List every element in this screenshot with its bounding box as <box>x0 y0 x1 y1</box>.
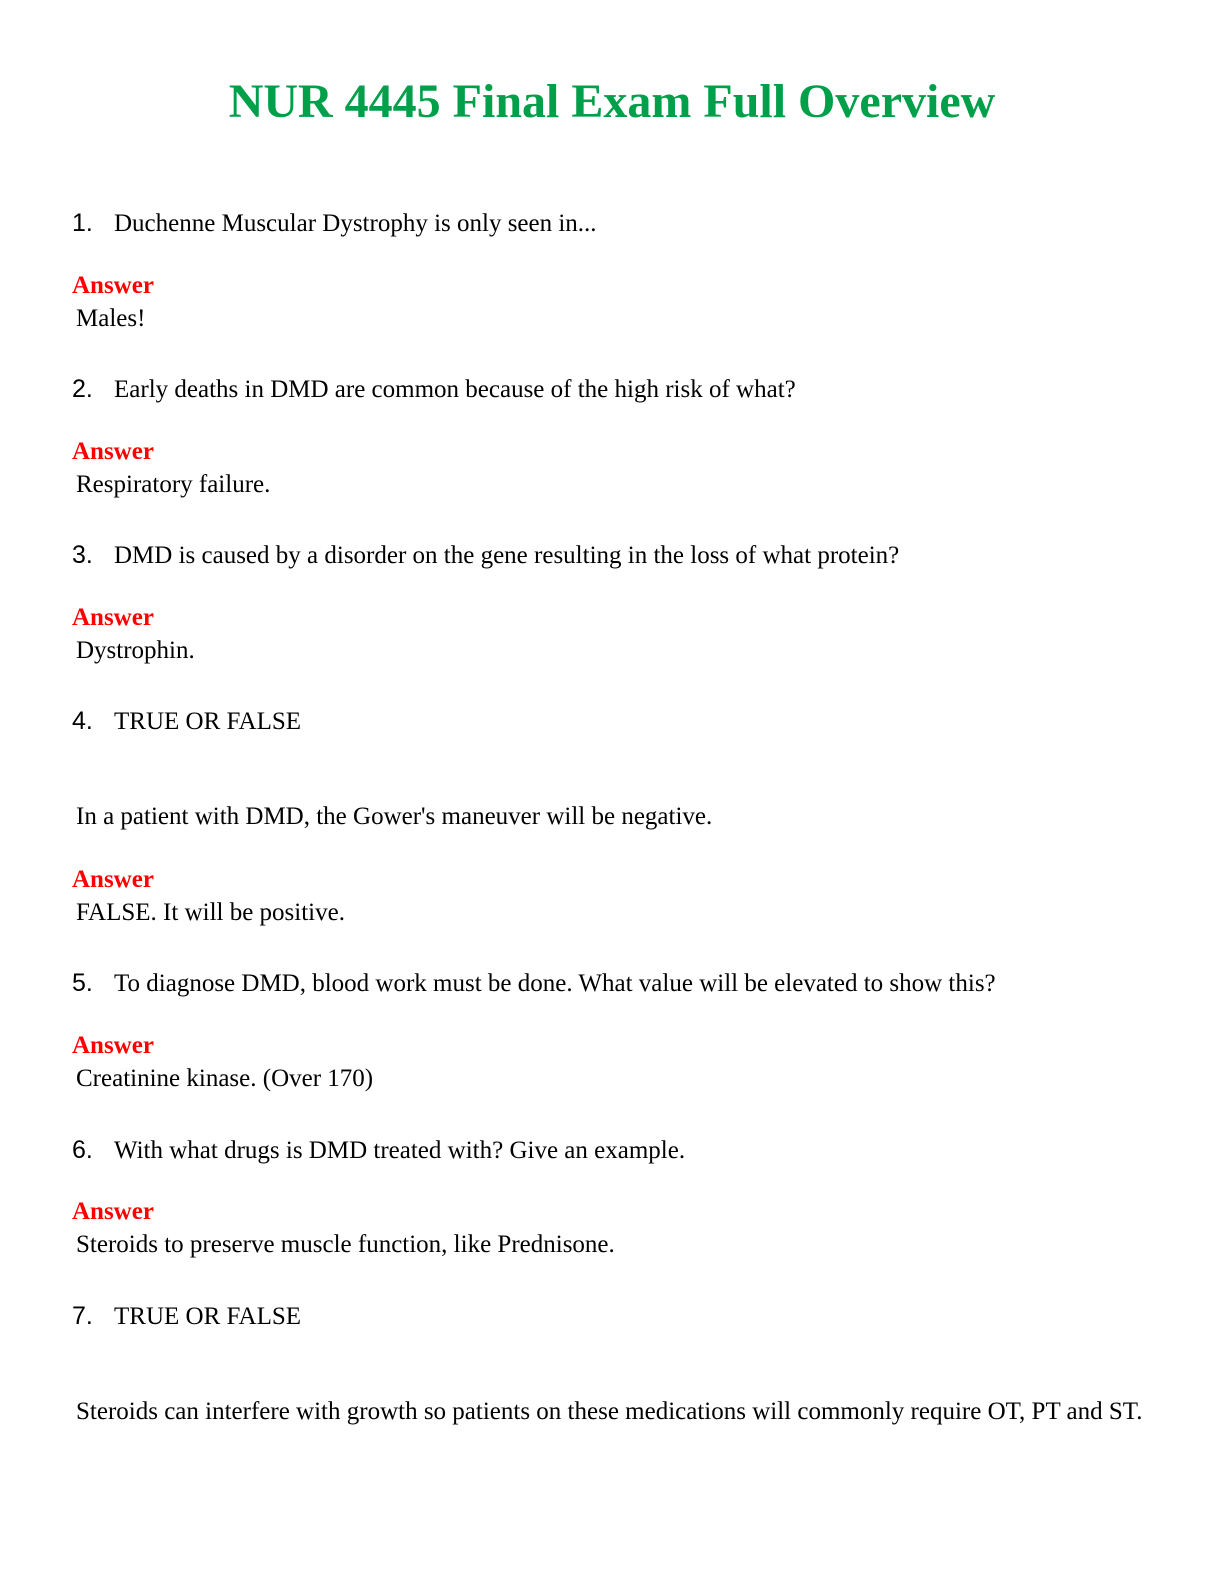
answer-label: Answer <box>72 1032 154 1059</box>
question-text: With what drugs is DMD treated with? Give an example. <box>114 1137 686 1164</box>
document-title: NUR 4445 Final Exam Full Overview <box>228 75 996 128</box>
question-number: 4. <box>72 707 93 735</box>
question-number: 5. <box>72 969 93 997</box>
question-number: 7. <box>72 1302 93 1330</box>
question-text: To diagnose DMD, blood work must be done. What value will be elevated to show this? <box>114 970 996 997</box>
question-4 <box>72 704 301 739</box>
answer-label: Answer <box>72 866 154 893</box>
answer-text: Creatinine kinase. (Over 170) <box>76 1065 374 1092</box>
answer-label: Answer <box>72 438 154 465</box>
question-subtext: Steroids can interfere with growth so patients on these medications will commonly require OT, PT and ST. <box>76 1398 1143 1425</box>
question-5 <box>72 966 996 1001</box>
question-text: TRUE OR FALSE <box>114 1303 302 1330</box>
answer-text: Dystrophin. <box>76 637 195 664</box>
answer-label: Answer <box>72 1198 154 1225</box>
question-number: 3. <box>72 541 93 569</box>
answer-text: FALSE. It will be positive. <box>76 899 345 926</box>
question-1 <box>72 206 597 241</box>
question-text: DMD is caused by a disorder on the gene resulting in the loss of what protein? <box>114 542 900 569</box>
question-text: Early deaths in DMD are common because of the high risk of what? <box>114 376 796 403</box>
answer-text: Steroids to preserve muscle function, like Prednisone. <box>76 1231 615 1258</box>
answer-label: Answer <box>72 272 154 299</box>
question-number: 1. <box>72 209 93 237</box>
question-subtext: In a patient with DMD, the Gower's maneuver will be negative. <box>76 803 713 830</box>
question-7 <box>72 1299 301 1334</box>
question-number: 6. <box>72 1136 93 1164</box>
answer-text: Males! <box>76 305 146 332</box>
answer-label: Answer <box>72 604 154 631</box>
question-2 <box>72 372 796 407</box>
answer-text: Respiratory failure. <box>76 471 271 498</box>
question-text: TRUE OR FALSE <box>114 708 302 735</box>
question-number: 2. <box>72 375 93 403</box>
question-6 <box>72 1133 685 1168</box>
question-3 <box>72 538 899 573</box>
question-text: Duchenne Muscular Dystrophy is only seen in... <box>114 210 597 237</box>
